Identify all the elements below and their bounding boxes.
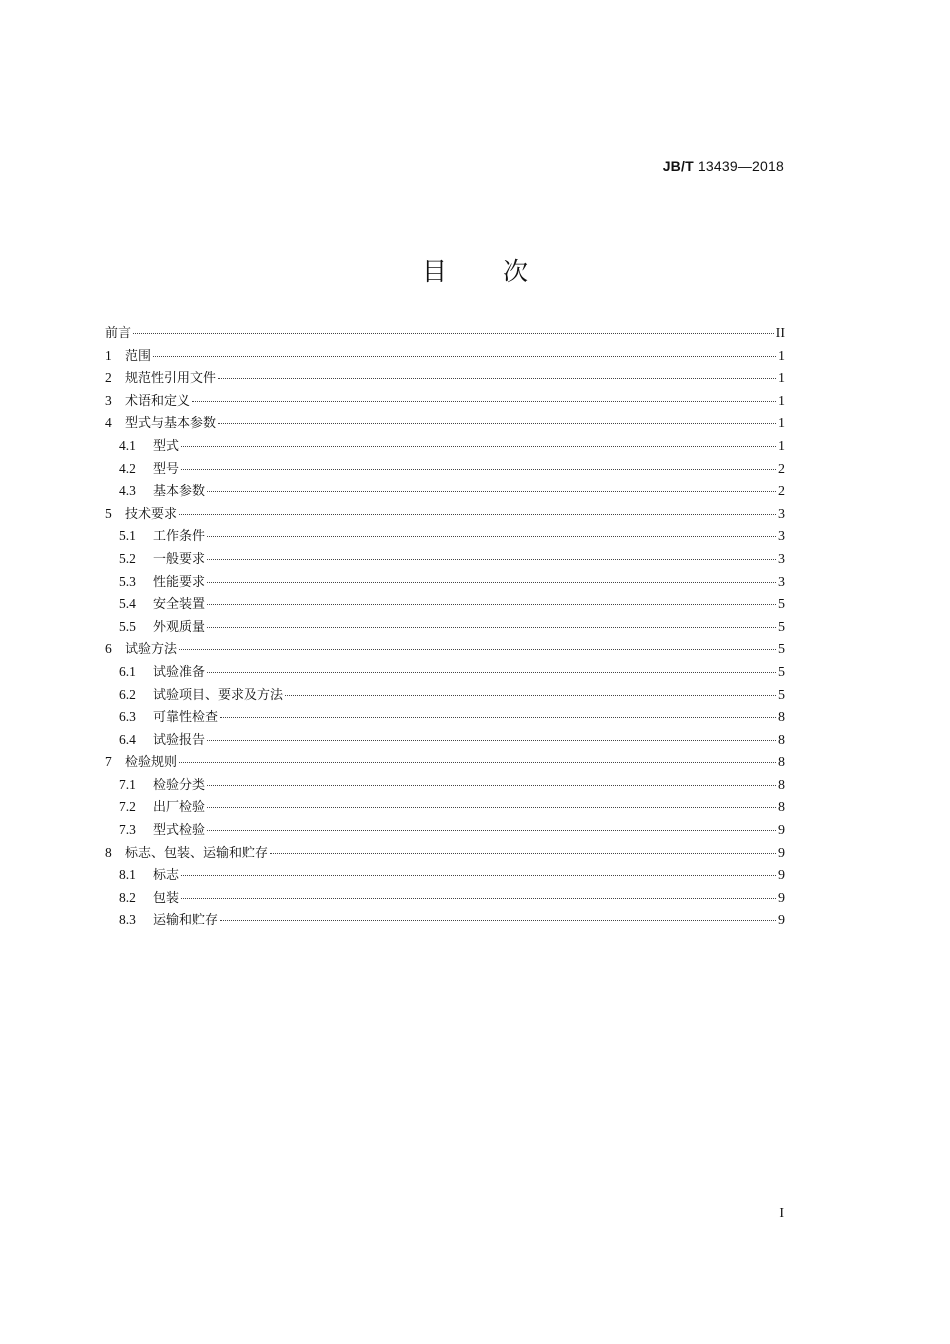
toc-entry-page: 2 — [778, 461, 785, 477]
toc-entry[interactable] — [105, 751, 785, 774]
toc-entry[interactable] — [105, 435, 785, 458]
toc-entry-page: 1 — [778, 371, 785, 387]
toc-entry-number: 4.1 — [119, 437, 136, 453]
toc-entry-page: 1 — [778, 393, 785, 409]
toc-entry-page: 3 — [778, 529, 785, 545]
toc-entry[interactable] — [105, 412, 785, 435]
toc-entry-number: 6.2 — [119, 686, 136, 702]
toc-entry-number: 6.1 — [119, 663, 136, 679]
toc-leader-dots — [181, 445, 776, 447]
toc-entry[interactable] — [105, 616, 785, 639]
toc-leader-dots — [179, 761, 776, 763]
toc-entry-title: 基本参数 — [153, 484, 206, 500]
toc-entry-number: 5.3 — [119, 573, 136, 589]
toc-entry-page: 2 — [778, 484, 785, 500]
toc-leader-dots — [207, 829, 776, 831]
toc-entry-title: 可靠性检查 — [153, 710, 219, 726]
toc-leader-dots — [207, 626, 776, 628]
toc-entry-number: 7.3 — [119, 822, 136, 838]
toc-entry-title: 标志 — [153, 868, 180, 884]
toc-entry-page: 5 — [778, 597, 785, 613]
toc-entry-title: 一般要求 — [153, 551, 206, 567]
toc-entry[interactable] — [105, 571, 785, 594]
table-of-contents — [105, 322, 785, 932]
toc-entry-title: 技术要求 — [125, 506, 178, 522]
toc-entry[interactable] — [105, 593, 785, 616]
toc-entry-title: 试验项目、要求及方法 — [153, 687, 284, 703]
toc-leader-dots — [181, 874, 776, 876]
toc-entry[interactable] — [105, 774, 785, 797]
toc-entry-page: 1 — [778, 438, 785, 454]
toc-entry-title: 试验准备 — [153, 664, 206, 680]
toc-entry-page: 9 — [778, 890, 785, 906]
toc-entry-page: 5 — [778, 664, 785, 680]
toc-entry-title: 规范性引用文件 — [125, 371, 217, 387]
toc-entry-page: 8 — [778, 777, 785, 793]
toc-entry-number: 8.1 — [119, 867, 136, 883]
toc-entry[interactable] — [105, 345, 785, 368]
toc-entry-number: 8.2 — [119, 889, 136, 905]
toc-entry-page: 3 — [778, 506, 785, 522]
toc-title — [0, 252, 950, 288]
toc-entry-title: 型式检验 — [153, 823, 206, 839]
toc-leader-dots — [179, 513, 776, 515]
toc-entry-number: 7.2 — [119, 799, 136, 815]
toc-entry-title: 型式与基本参数 — [125, 416, 217, 432]
toc-entry-title: 安全装置 — [153, 597, 206, 613]
toc-title-char-1: 目 — [421, 257, 447, 286]
toc-entry[interactable] — [105, 367, 785, 390]
toc-entry[interactable] — [105, 887, 785, 910]
standard-code-prefix: JB/T — [662, 158, 698, 174]
toc-entry[interactable] — [105, 864, 785, 887]
toc-leader-dots — [181, 897, 776, 899]
toc-entry-title: 型号 — [153, 461, 180, 477]
toc-leader-dots — [207, 490, 776, 492]
toc-entry-page: 9 — [778, 913, 785, 929]
toc-entry-number: 4.3 — [119, 483, 136, 499]
toc-entry-title: 外观质量 — [153, 619, 206, 635]
toc-entry-number: 8.3 — [119, 912, 136, 928]
toc-entry-number: 5.1 — [119, 528, 136, 544]
toc-leader-dots — [179, 648, 776, 650]
toc-entry[interactable] — [105, 480, 785, 503]
toc-entry[interactable] — [105, 322, 785, 345]
toc-entry-number: 5.2 — [119, 550, 136, 566]
toc-entry-number: 1 — [105, 347, 112, 363]
toc-entry[interactable] — [105, 503, 785, 526]
toc-entry-page: 5 — [778, 642, 785, 658]
toc-entry-page: 9 — [778, 845, 785, 861]
toc-leader-dots — [207, 784, 776, 786]
toc-entry-page: 8 — [778, 732, 785, 748]
toc-entry-title: 检验分类 — [153, 777, 206, 793]
toc-entry-number: 5.5 — [119, 618, 136, 634]
toc-entry-title: 标志、包装、运输和贮存 — [125, 845, 269, 861]
toc-entry-page: 5 — [778, 687, 785, 703]
toc-entry[interactable] — [105, 458, 785, 481]
toc-title-char-2: 次 — [503, 257, 529, 286]
toc-leader-dots — [218, 377, 776, 379]
toc-entry-title: 术语和定义 — [125, 393, 191, 409]
toc-leader-dots — [153, 355, 776, 357]
toc-entry-page: 8 — [778, 755, 785, 771]
toc-leader-dots — [207, 806, 776, 808]
toc-entry-title: 工作条件 — [153, 529, 206, 545]
toc-entry-page: 5 — [778, 619, 785, 635]
toc-leader-dots — [207, 603, 776, 605]
toc-leader-dots — [207, 739, 776, 741]
toc-entry-page: 8 — [778, 710, 785, 726]
toc-entry-number: 3 — [105, 392, 112, 408]
toc-entry-page: 9 — [778, 868, 785, 884]
toc-leader-dots — [285, 694, 776, 696]
toc-entry-title: 型式 — [153, 438, 180, 454]
standard-code-number: 13439—2018 — [697, 158, 784, 174]
toc-entry-number: 5 — [105, 505, 112, 521]
toc-entry-page: 1 — [778, 348, 785, 364]
toc-entry-page: II — [775, 326, 785, 341]
toc-entry-title: 范围 — [125, 348, 152, 364]
toc-entry-page: 8 — [778, 800, 785, 816]
toc-entry-page: 3 — [778, 574, 785, 590]
toc-entry-number: 4.2 — [119, 460, 136, 476]
toc-entry-title: 前言 — [105, 326, 132, 341]
toc-leader-dots — [270, 852, 776, 854]
standard-code — [663, 158, 784, 174]
toc-entry[interactable] — [105, 390, 785, 413]
toc-leader-dots — [133, 332, 774, 334]
toc-entry-number: 6.3 — [119, 709, 136, 725]
toc-leader-dots — [181, 468, 776, 470]
toc-entry[interactable] — [105, 819, 785, 842]
toc-entry-title: 检验规则 — [125, 755, 178, 771]
toc-entry[interactable] — [105, 638, 785, 661]
toc-leader-dots — [220, 716, 776, 718]
toc-entry[interactable] — [105, 796, 785, 819]
toc-leader-dots — [207, 581, 776, 583]
toc-entry-number: 7.1 — [119, 776, 136, 792]
toc-leader-dots — [218, 422, 776, 424]
page-number: I — [779, 1206, 784, 1221]
toc-entry-number: 5.4 — [119, 596, 136, 612]
toc-entry-title: 出厂检验 — [153, 800, 206, 816]
toc-leader-dots — [192, 400, 776, 402]
toc-entry[interactable] — [105, 729, 785, 752]
toc-leader-dots — [207, 535, 776, 537]
toc-entry-page: 3 — [778, 551, 785, 567]
toc-entry-title: 试验报告 — [153, 732, 206, 748]
toc-leader-dots — [207, 671, 776, 673]
toc-entry-number: 7 — [105, 754, 112, 770]
toc-entry[interactable] — [105, 684, 785, 707]
toc-entry-number: 8 — [105, 844, 112, 860]
toc-entry-page: 9 — [778, 823, 785, 839]
toc-entry[interactable] — [105, 525, 785, 548]
toc-entry-title: 性能要求 — [153, 574, 206, 590]
toc-entry[interactable] — [105, 548, 785, 571]
toc-entry-number: 6 — [105, 641, 112, 657]
toc-entry-title: 运输和贮存 — [153, 913, 219, 929]
toc-entry-title: 包装 — [153, 890, 180, 906]
toc-entry[interactable] — [105, 842, 785, 865]
toc-entry-title: 试验方法 — [125, 642, 178, 658]
toc-entry[interactable] — [105, 661, 785, 684]
toc-entry-number: 6.4 — [119, 731, 136, 747]
toc-entry[interactable] — [105, 706, 785, 729]
toc-leader-dots — [220, 919, 776, 921]
toc-entry-page: 1 — [778, 416, 785, 432]
toc-entry-number: 4 — [105, 415, 112, 431]
toc-leader-dots — [207, 558, 776, 560]
toc-entry-number: 2 — [105, 370, 112, 386]
toc-entry[interactable] — [105, 909, 785, 932]
